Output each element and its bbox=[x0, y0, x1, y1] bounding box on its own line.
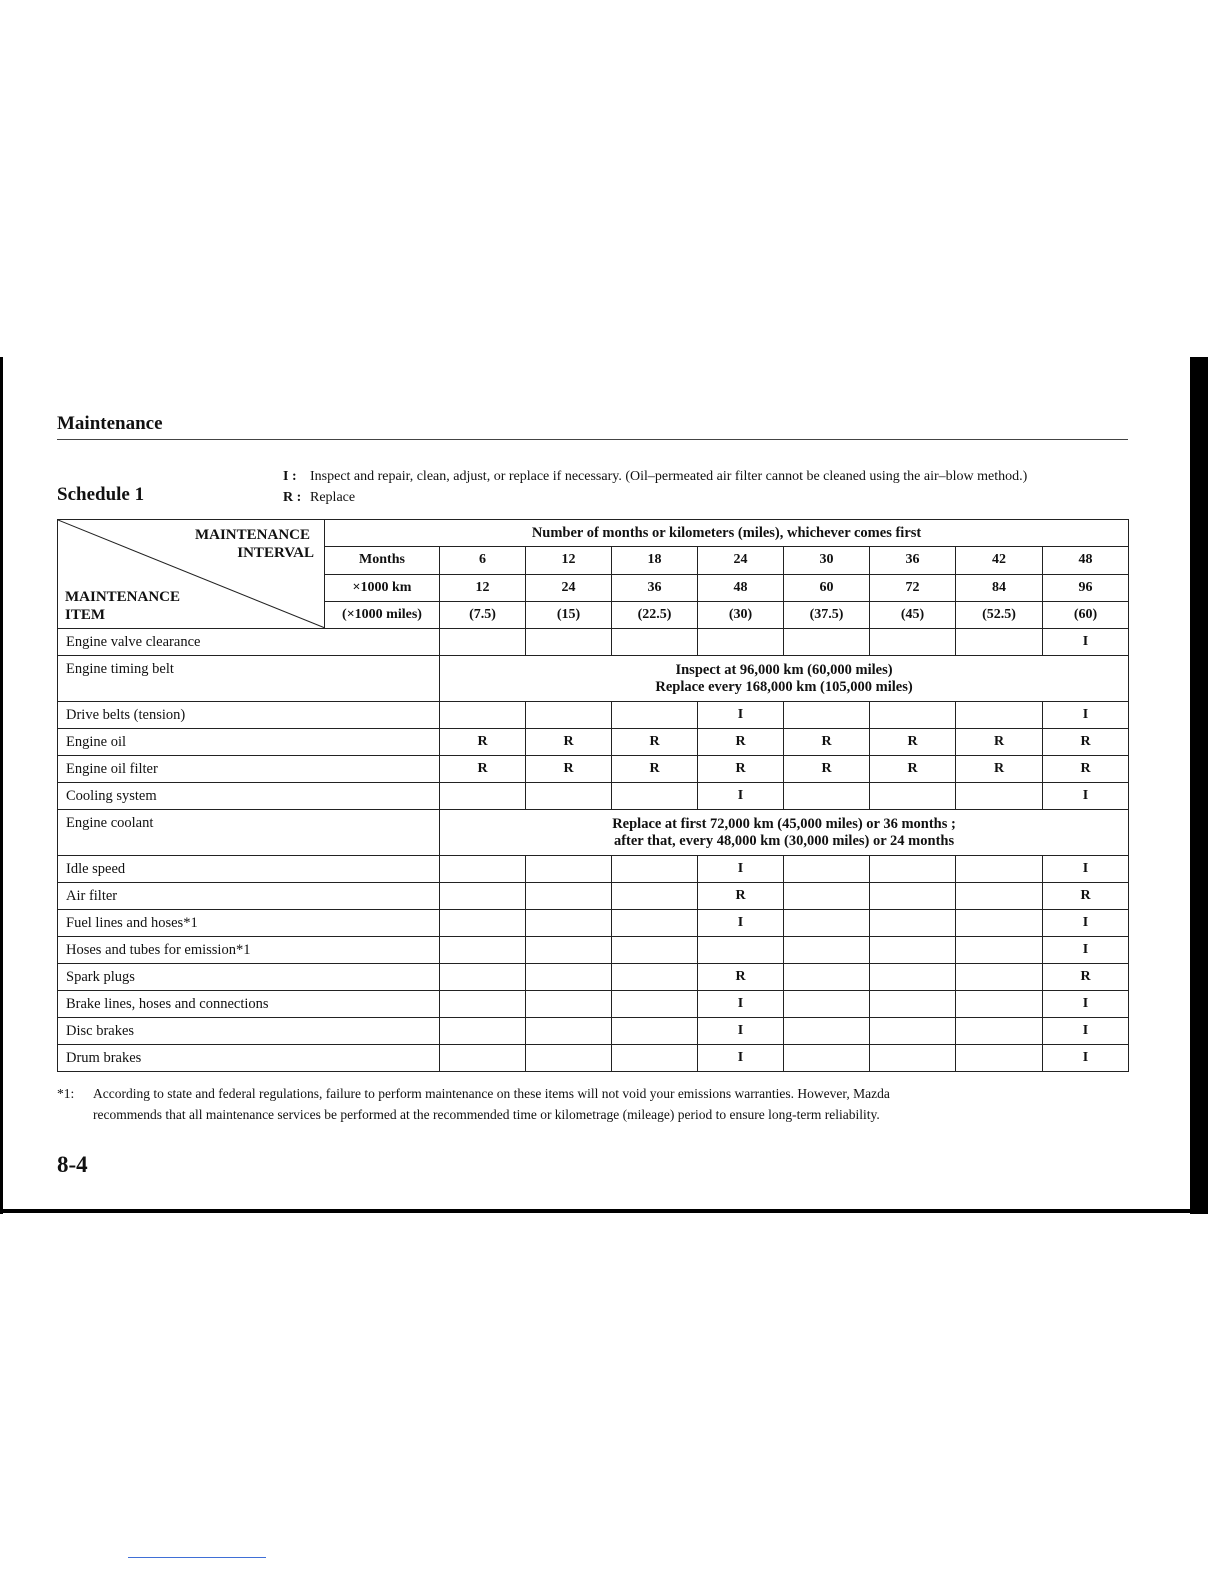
interval-value: (7.5) bbox=[440, 601, 526, 628]
corner-item-label: ITEM bbox=[65, 607, 106, 623]
maintenance-item: Engine coolant bbox=[58, 810, 440, 856]
table-corner-cell bbox=[58, 520, 325, 629]
maintenance-item: Engine oil filter bbox=[58, 756, 440, 783]
table-row bbox=[58, 1018, 1129, 1045]
service-mark bbox=[612, 1045, 698, 1072]
table-row bbox=[58, 702, 1129, 729]
service-mark bbox=[612, 702, 698, 729]
table-row bbox=[58, 729, 1129, 756]
table-row bbox=[58, 656, 1129, 702]
service-mark bbox=[956, 1045, 1043, 1072]
interval-value: 18 bbox=[612, 547, 698, 574]
service-mark bbox=[526, 629, 612, 656]
scan-artifact-line bbox=[128, 1557, 266, 1558]
interval-value: 24 bbox=[698, 547, 784, 574]
service-mark: R bbox=[784, 729, 870, 756]
service-mark: I bbox=[698, 910, 784, 937]
service-mark: R bbox=[526, 756, 612, 783]
service-mark bbox=[440, 991, 526, 1018]
service-mark bbox=[526, 856, 612, 883]
table-row bbox=[58, 991, 1129, 1018]
interval-note bbox=[440, 810, 1129, 856]
service-mark bbox=[956, 856, 1043, 883]
schedule-title: Schedule 1 bbox=[57, 484, 145, 505]
service-mark bbox=[870, 856, 956, 883]
service-mark bbox=[956, 964, 1043, 991]
service-mark bbox=[612, 783, 698, 810]
service-mark bbox=[870, 1045, 956, 1072]
service-mark bbox=[612, 964, 698, 991]
interval-note-line: Replace at first 72,000 km (45,000 miles) or 36 months ; bbox=[612, 815, 956, 832]
interval-note-line: Replace every 168,000 km (105,000 miles) bbox=[655, 678, 913, 695]
service-mark bbox=[440, 910, 526, 937]
service-mark: R bbox=[698, 729, 784, 756]
maintenance-item: Engine valve clearance bbox=[58, 629, 440, 656]
service-mark bbox=[440, 629, 526, 656]
table-row bbox=[58, 883, 1129, 910]
service-mark bbox=[612, 1018, 698, 1045]
interval-value: 36 bbox=[870, 547, 956, 574]
interval-value: 24 bbox=[526, 574, 612, 601]
service-mark: I bbox=[698, 1045, 784, 1072]
service-mark bbox=[526, 991, 612, 1018]
service-mark bbox=[956, 991, 1043, 1018]
service-mark bbox=[526, 937, 612, 964]
corner-item-label: MAINTENANCE bbox=[65, 589, 181, 605]
service-mark bbox=[870, 1018, 956, 1045]
service-mark bbox=[526, 883, 612, 910]
service-mark: R bbox=[698, 883, 784, 910]
legend-inspect bbox=[283, 466, 1027, 487]
interval-value: 42 bbox=[956, 547, 1043, 574]
section-title: Maintenance bbox=[57, 413, 163, 434]
maintenance-item: Cooling system bbox=[58, 783, 440, 810]
interval-value: (30) bbox=[698, 601, 784, 628]
service-mark: I bbox=[1043, 1018, 1129, 1045]
corner-interval-label: INTERVAL bbox=[237, 545, 314, 561]
service-mark: R bbox=[784, 756, 870, 783]
interval-value: (15) bbox=[526, 601, 612, 628]
service-mark: I bbox=[698, 991, 784, 1018]
service-mark: I bbox=[698, 1018, 784, 1045]
interval-note bbox=[440, 656, 1129, 702]
page-number: 8-4 bbox=[57, 1152, 88, 1177]
service-mark: R bbox=[440, 729, 526, 756]
service-mark bbox=[698, 629, 784, 656]
service-mark: I bbox=[1043, 991, 1129, 1018]
interval-value: 30 bbox=[784, 547, 870, 574]
service-mark bbox=[784, 1045, 870, 1072]
service-mark: R bbox=[1043, 883, 1129, 910]
service-mark: R bbox=[1043, 729, 1129, 756]
service-mark: R bbox=[698, 756, 784, 783]
service-mark: I bbox=[1043, 1045, 1129, 1072]
maintenance-item: Engine oil bbox=[58, 729, 440, 756]
service-mark bbox=[612, 629, 698, 656]
service-mark bbox=[784, 883, 870, 910]
service-mark bbox=[870, 883, 956, 910]
service-mark bbox=[870, 629, 956, 656]
footnote-mark: *1: bbox=[57, 1086, 75, 1101]
service-mark: I bbox=[1043, 783, 1129, 810]
service-mark bbox=[612, 910, 698, 937]
service-mark bbox=[956, 1018, 1043, 1045]
interval-value: 60 bbox=[784, 574, 870, 601]
interval-value: (60) bbox=[1043, 601, 1129, 628]
service-mark: R bbox=[526, 729, 612, 756]
maintenance-item: Brake lines, hoses and connections bbox=[58, 991, 440, 1018]
service-mark bbox=[784, 910, 870, 937]
interval-value: 72 bbox=[870, 574, 956, 601]
page-frame-left bbox=[0, 357, 3, 1214]
service-mark: R bbox=[440, 756, 526, 783]
service-mark bbox=[956, 783, 1043, 810]
service-mark bbox=[440, 702, 526, 729]
service-mark bbox=[440, 883, 526, 910]
service-mark: I bbox=[698, 702, 784, 729]
service-mark bbox=[612, 937, 698, 964]
service-mark bbox=[526, 910, 612, 937]
maintenance-item: Fuel lines and hoses*1 bbox=[58, 910, 440, 937]
service-mark bbox=[440, 856, 526, 883]
service-mark bbox=[956, 937, 1043, 964]
service-mark bbox=[440, 1018, 526, 1045]
service-mark bbox=[784, 937, 870, 964]
interval-note-line: after that, every 48,000 km (30,000 miles) or 24 months bbox=[613, 832, 955, 849]
page-frame-right bbox=[1190, 357, 1208, 1214]
service-mark bbox=[870, 964, 956, 991]
interval-value: 36 bbox=[612, 574, 698, 601]
service-mark bbox=[870, 783, 956, 810]
interval-unit-label: ×1000 km bbox=[325, 574, 440, 601]
service-mark bbox=[784, 991, 870, 1018]
footnote-text: recommends that all maintenance services be performed at the recommended time or kilometrage (mileage) period to ensure long-term reliability. bbox=[93, 1107, 880, 1122]
service-mark bbox=[956, 910, 1043, 937]
service-mark bbox=[784, 783, 870, 810]
maintenance-item: Hoses and tubes for emission*1 bbox=[58, 937, 440, 964]
table-row bbox=[58, 629, 1129, 656]
service-mark: R bbox=[956, 756, 1043, 783]
interval-value: (52.5) bbox=[956, 601, 1043, 628]
interval-note-line: Inspect at 96,000 km (60,000 miles) bbox=[675, 661, 893, 678]
interval-value: 96 bbox=[1043, 574, 1129, 601]
service-mark bbox=[784, 1018, 870, 1045]
service-mark bbox=[870, 702, 956, 729]
service-mark: I bbox=[1043, 629, 1129, 656]
table-row bbox=[58, 1045, 1129, 1072]
maintenance-schedule-table bbox=[57, 519, 1129, 1072]
service-mark: R bbox=[1043, 964, 1129, 991]
service-mark bbox=[784, 702, 870, 729]
table-row bbox=[58, 756, 1129, 783]
service-mark bbox=[526, 1045, 612, 1072]
table-row bbox=[58, 810, 1129, 856]
legend-code: R : bbox=[283, 490, 302, 505]
interval-value: 12 bbox=[440, 574, 526, 601]
interval-value: 12 bbox=[526, 547, 612, 574]
service-mark bbox=[440, 783, 526, 810]
service-mark: I bbox=[698, 783, 784, 810]
service-mark bbox=[870, 991, 956, 1018]
interval-value: (37.5) bbox=[784, 601, 870, 628]
service-mark bbox=[440, 1045, 526, 1072]
legend-text: Replace bbox=[310, 490, 356, 505]
service-mark: R bbox=[870, 756, 956, 783]
service-mark bbox=[526, 702, 612, 729]
legend bbox=[283, 466, 1027, 508]
interval-unit-label: Months bbox=[325, 547, 440, 574]
title-rule bbox=[57, 439, 1128, 440]
service-mark bbox=[526, 1018, 612, 1045]
interval-unit-label: (×1000 miles) bbox=[325, 601, 440, 628]
service-mark bbox=[784, 629, 870, 656]
service-mark bbox=[612, 856, 698, 883]
service-mark: R bbox=[956, 729, 1043, 756]
service-mark: I bbox=[1043, 702, 1129, 729]
service-mark bbox=[612, 883, 698, 910]
interval-value: 48 bbox=[698, 574, 784, 601]
interval-value: 6 bbox=[440, 547, 526, 574]
maintenance-item: Engine timing belt bbox=[58, 656, 440, 702]
maintenance-item: Air filter bbox=[58, 883, 440, 910]
table-row bbox=[58, 964, 1129, 991]
service-mark bbox=[956, 883, 1043, 910]
interval-header: Number of months or kilometers (miles), whichever comes first bbox=[325, 520, 1129, 547]
service-mark: R bbox=[698, 964, 784, 991]
service-mark bbox=[612, 991, 698, 1018]
service-mark bbox=[526, 783, 612, 810]
table-row bbox=[58, 910, 1129, 937]
service-mark: R bbox=[612, 756, 698, 783]
service-mark: R bbox=[1043, 756, 1129, 783]
table-row bbox=[58, 937, 1129, 964]
service-mark bbox=[870, 937, 956, 964]
corner-interval-label: MAINTENANCE bbox=[194, 527, 310, 543]
service-mark bbox=[698, 937, 784, 964]
interval-value: (22.5) bbox=[612, 601, 698, 628]
service-mark bbox=[784, 856, 870, 883]
service-mark: I bbox=[1043, 910, 1129, 937]
page-frame-bottom bbox=[0, 1209, 1208, 1213]
service-mark: R bbox=[612, 729, 698, 756]
service-mark: I bbox=[698, 856, 784, 883]
service-mark: I bbox=[1043, 937, 1129, 964]
service-mark bbox=[784, 964, 870, 991]
legend-replace bbox=[283, 487, 1027, 508]
maintenance-item: Idle speed bbox=[58, 856, 440, 883]
interval-value: (45) bbox=[870, 601, 956, 628]
interval-value: 48 bbox=[1043, 547, 1129, 574]
service-mark bbox=[956, 702, 1043, 729]
footnote-text: According to state and federal regulations, failure to perform maintenance on these items will not void your emissions warranties. However, Mazda bbox=[93, 1086, 890, 1101]
maintenance-item: Drive belts (tension) bbox=[58, 702, 440, 729]
service-mark bbox=[956, 629, 1043, 656]
maintenance-item: Drum brakes bbox=[58, 1045, 440, 1072]
interval-value: 84 bbox=[956, 574, 1043, 601]
maintenance-item: Spark plugs bbox=[58, 964, 440, 991]
maintenance-item: Disc brakes bbox=[58, 1018, 440, 1045]
table-row bbox=[58, 856, 1129, 883]
table-row bbox=[58, 783, 1129, 810]
service-mark bbox=[870, 910, 956, 937]
footnote bbox=[57, 1083, 1067, 1125]
service-mark: R bbox=[870, 729, 956, 756]
service-mark bbox=[440, 937, 526, 964]
service-mark: I bbox=[1043, 856, 1129, 883]
service-mark bbox=[526, 964, 612, 991]
legend-text: Inspect and repair, clean, adjust, or replace if necessary. (Oil–permeated air filter cannot be cleaned using the air–blow method.) bbox=[310, 469, 1028, 484]
legend-code: I : bbox=[283, 469, 297, 484]
service-mark bbox=[440, 964, 526, 991]
